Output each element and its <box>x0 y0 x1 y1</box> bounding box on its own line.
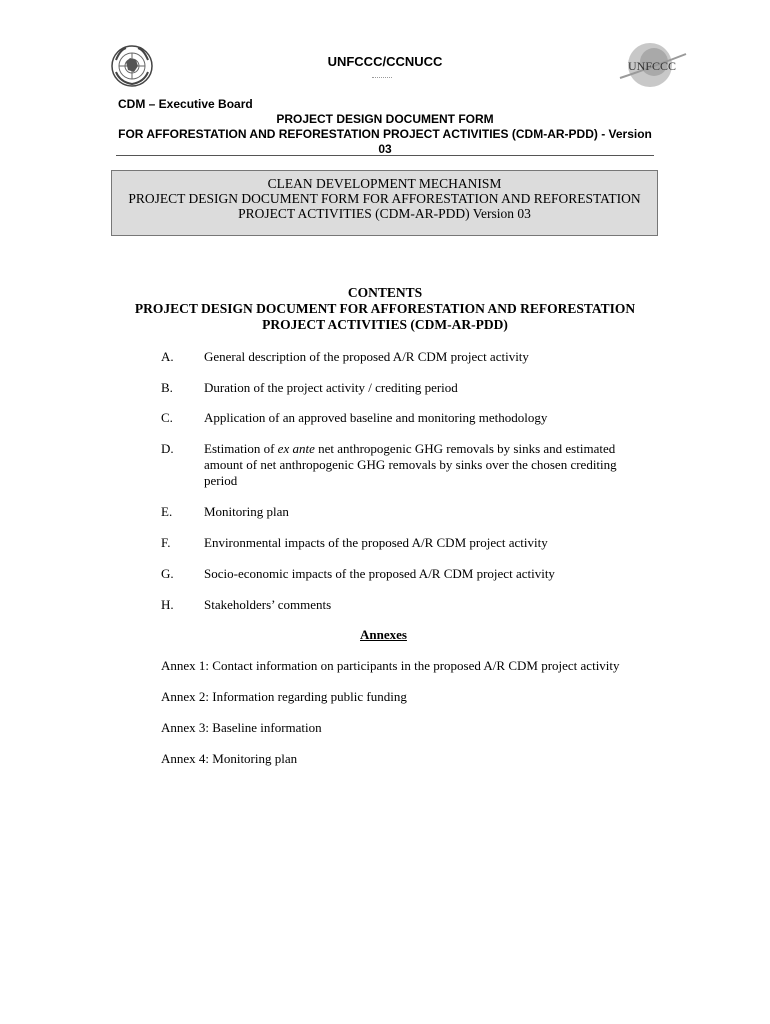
annex-item-4: Annex 4: Monitoring plan <box>161 751 298 766</box>
page-header-title: UNFCCC/CCNUCC <box>327 54 443 69</box>
toc-text-post: net anthropogenic GHG removals by sinks and estimated amount of net anthropogenic GHG removals by sinks over the chosen crediting period <box>204 441 617 488</box>
annex-item-3: Annex 3: Baseline information <box>161 720 322 735</box>
unfccc-logo-text: UNFCCC <box>628 59 677 73</box>
toc-letter: F. <box>161 535 171 550</box>
toc-text: Duration of the project activity / crediting period <box>204 380 458 395</box>
divider-dots <box>372 77 392 78</box>
cdm-box-line-1: CLEAN DEVELOPMENT MECHANISM <box>267 176 502 191</box>
annex-item-2: Annex 2: Information regarding public funding <box>161 689 407 704</box>
annexes-heading: Annexes <box>360 627 407 642</box>
toc-text: Application of an approved baseline and monitoring methodology <box>204 410 548 425</box>
toc-text: Monitoring plan <box>204 504 289 519</box>
form-title-line-2: FOR AFFORESTATION AND REFORESTATION PROJECT ACTIVITIES (CDM-AR-PDD) - Version <box>118 127 652 141</box>
toc-letter: B. <box>161 380 173 395</box>
toc-letter: G. <box>161 566 174 581</box>
header-divider <box>116 155 654 156</box>
toc-text <box>204 441 624 489</box>
contents-subheading-2: PROJECT ACTIVITIES (CDM-AR-PDD) <box>262 317 508 332</box>
toc-letter: H. <box>161 597 174 612</box>
toc-text: Socio-economic impacts of the proposed A/R CDM project activity <box>204 566 555 581</box>
toc-letter: A. <box>161 349 174 364</box>
contents-heading: CONTENTS <box>347 285 423 300</box>
toc-text: Stakeholders’ comments <box>204 597 332 612</box>
cdm-box-line-3: PROJECT ACTIVITIES (CDM-AR-PDD) Version 03 <box>238 206 531 221</box>
contents-subheading-1: PROJECT DESIGN DOCUMENT FOR AFFORESTATION AND REFORESTATION <box>134 301 636 316</box>
contents-heading-block <box>0 285 770 333</box>
toc-text-pre: Estimation of <box>204 441 278 456</box>
form-title-line-1: PROJECT DESIGN DOCUMENT FORM <box>276 112 494 126</box>
toc-text: Environmental impacts of the proposed A/R CDM project activity <box>204 535 548 550</box>
form-title-line-3: 03 <box>378 142 392 156</box>
toc-text-italic: ex ante <box>277 441 315 456</box>
cdm-box-line-2: PROJECT DESIGN DOCUMENT FORM FOR AFFORESTATION AND REFORESTATION <box>128 191 641 206</box>
form-title <box>0 112 770 157</box>
unfccc-logo <box>606 38 690 92</box>
toc-letter: D. <box>161 441 174 456</box>
annex-item-1: Annex 1: Contact information on participants in the proposed A/R CDM project activity <box>161 658 620 673</box>
board-label: CDM – Executive Board <box>118 97 253 111</box>
cdm-title-box <box>111 170 658 236</box>
toc-letter: C. <box>161 410 173 425</box>
toc-letter: E. <box>161 504 173 519</box>
toc-text: General description of the proposed A/R CDM project activity <box>204 349 529 364</box>
